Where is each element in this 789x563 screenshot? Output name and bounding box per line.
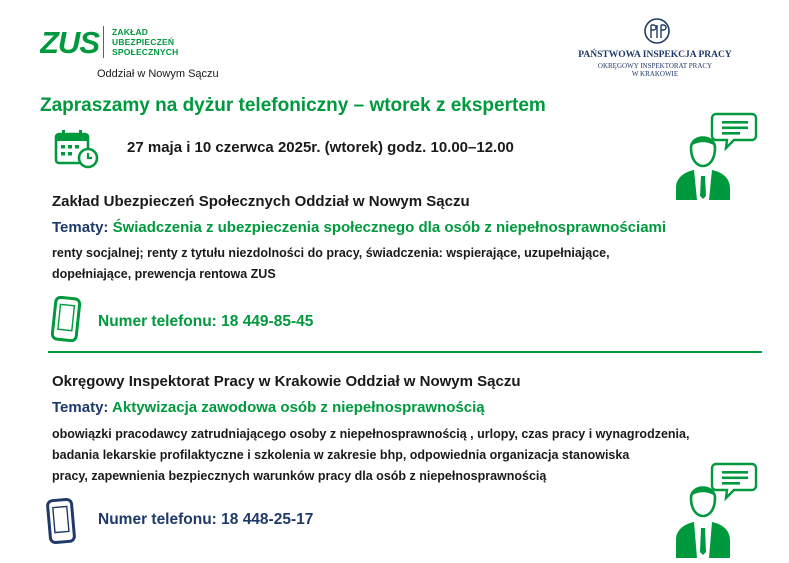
topics-label: Tematy:	[52, 219, 109, 236]
section1-topics	[52, 219, 666, 236]
zus-logo	[40, 24, 100, 63]
topics-value: Aktywizacja zawodowa osób z niepełnosprawnością	[112, 399, 485, 416]
smartphone-icon	[50, 296, 84, 347]
section2-description	[52, 424, 772, 487]
pip-emblem-icon	[643, 18, 671, 53]
pip-subtitle-line: W KRAKOWIE	[631, 70, 679, 78]
description-line: pracy, zapewnienia bezpiecznych warunków pracy dla osób z niepełnosprawnością	[52, 469, 547, 483]
zus-name-line: UBEZPIECZEŃ	[112, 37, 175, 47]
expert-chat-icon	[672, 110, 758, 207]
description-line: dopełniające, prewencja rentowa ZUS	[52, 267, 276, 281]
section2-org: Okręgowy Inspektorat Pracy w Krakowie Oddział w Nowym Sączu	[52, 373, 521, 390]
expert-chat-icon	[672, 460, 758, 563]
description-line: badania lekarskie profilaktyczne i szkolenia w zakresie bhp, odpowiednia organizacja stanowiska	[52, 448, 630, 462]
topics-value: Świadczenia z ubezpieczenia społecznego dla osób z niepełnosprawnościami	[112, 219, 667, 236]
zus-name-line: SPOŁECZNYCH	[112, 47, 179, 57]
zus-logo-text: ZUS	[40, 25, 99, 58]
zus-branch: Oddział w Nowym Sączu	[97, 68, 219, 80]
pip-subtitle	[560, 62, 750, 78]
pip-subtitle-line: OKRĘGOWY INSPEKTORAT PRACY	[597, 62, 713, 70]
calendar-clock-icon	[54, 129, 100, 174]
description-line: obowiązki pracodawcy zatrudniającego osoby z niepełnosprawnością , urlopy, czas pracy i wynagrodzenia,	[52, 427, 690, 441]
section1-org: Zakład Ubezpieczeń Społecznych Oddział w Nowym Sączu	[52, 193, 470, 210]
section1-phone[interactable]: Numer telefonu: 18 449-85-45	[98, 313, 314, 330]
headline: Zapraszamy na dyżur telefoniczny – wtorek z ekspertem	[40, 95, 546, 116]
zus-name	[112, 27, 178, 57]
zus-name-line: ZAKŁAD	[112, 27, 149, 37]
dyzur-dates: 27 maja i 10 czerwca 2025r. (wtorek) godz. 10.00–12.00	[127, 139, 514, 156]
section-divider	[48, 351, 762, 353]
pip-title: PAŃSTWOWA INSPEKCJA PRACY	[578, 50, 732, 60]
smartphone-icon	[44, 497, 80, 550]
description-line: renty socjalnej; renty z tytułu niezdolności do pracy, świadczenia: wspierające, uzupełniające,	[52, 246, 610, 260]
section1-description	[52, 243, 742, 285]
section2-topics	[52, 399, 485, 416]
topics-label: Tematy:	[52, 399, 109, 416]
section2-phone[interactable]: Numer telefonu: 18 448-25-17	[98, 511, 314, 528]
zus-logo-separator	[103, 26, 104, 58]
